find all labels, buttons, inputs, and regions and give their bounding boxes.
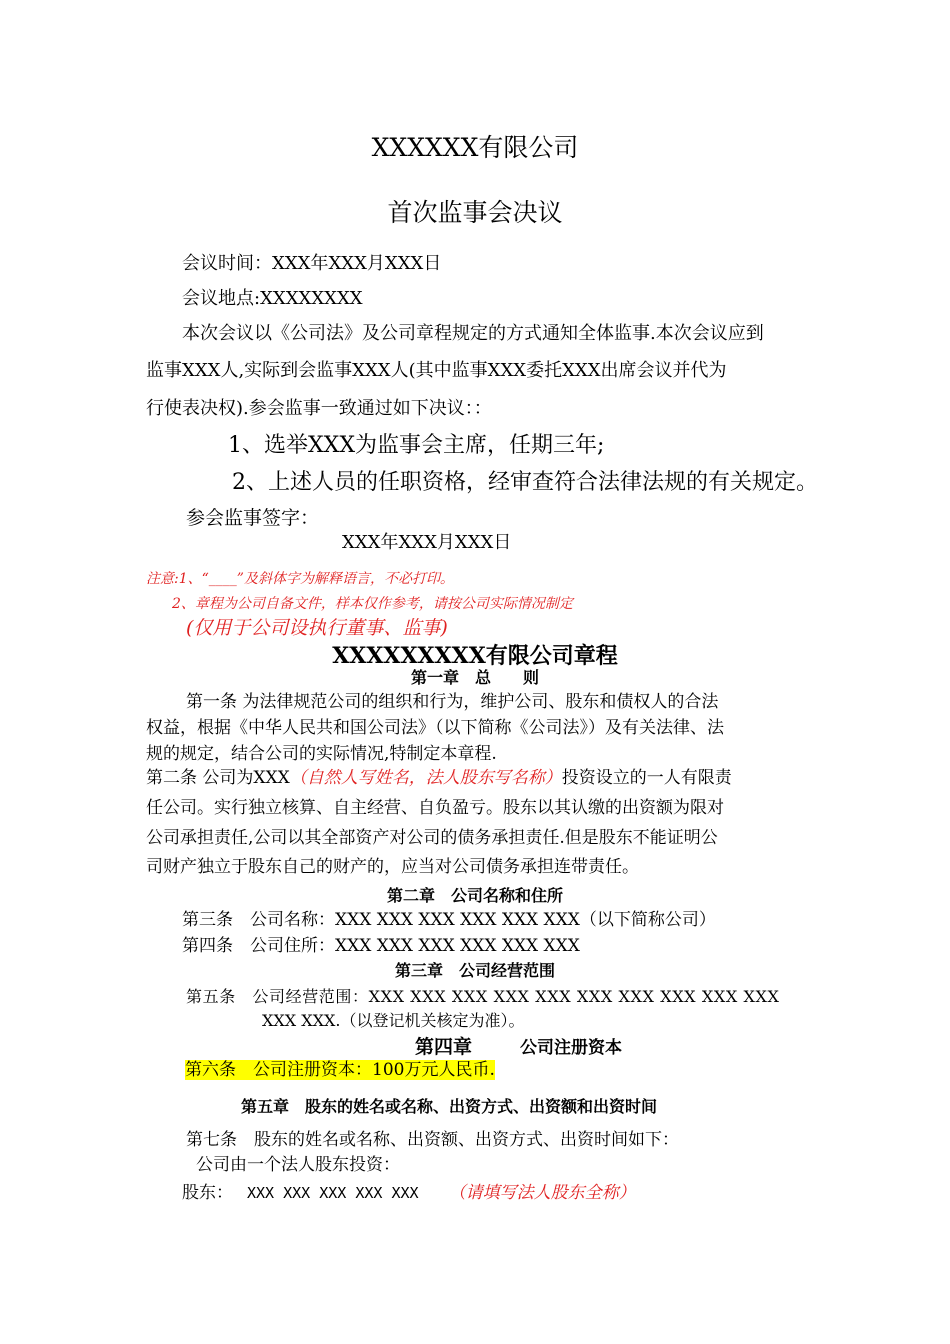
chapter-4-label: 第四章 <box>415 1036 473 1058</box>
resolution-item-2: 2、上述人员的任职资格，经审查符合法律法规的有关规定。 <box>232 470 818 495</box>
resolution-title: 首次监事会决议 <box>387 198 563 227</box>
resolution-item-1: 1、选举XXX为监事会主席，任期三年; <box>228 433 605 458</box>
article-1-line: 第一条 为法律规范公司的组织和行为，维护公司、股东和债权人的合法 <box>186 692 719 712</box>
chapter-5-title: 第五章 股东的姓名或名称、出资方式、出资额和出资时间 <box>241 1097 658 1116</box>
resolution-date: XXX年XXX月XXX日 <box>342 532 512 553</box>
chapter-3-title: 第三章 公司经营范围 <box>394 961 555 980</box>
article-4: 第四条 公司住所：XXX XXX XXX XXX XXX XXX <box>182 936 580 956</box>
note-2: 2、章程为公司自备文件，样本仅作参考，请按公司实际情况制定 <box>172 596 573 612</box>
article-2-line: 公司承担责任,公司以其全部资产对公司的债务承担责任.但是股东不能证明公 <box>146 828 718 848</box>
signature-label: 参会监事签字： <box>186 507 320 529</box>
article-5-line-2: XXX XXX.（以登记机关核定为准）。 <box>262 1011 525 1030</box>
meeting-place: 会议地点:XXXXXXXX <box>182 288 363 309</box>
charter-title: XXXXXXXXX有限公司章程 <box>332 643 618 669</box>
company-title: XXXXXX有限公司 <box>371 133 579 162</box>
shareholder-line <box>182 1183 636 1203</box>
scope-note: (仅用于公司设执行董事、监事) <box>186 617 448 639</box>
resolution-body-line: 行使表决权).参会监事一致通过如下决议：： <box>146 398 492 419</box>
article-2-note: （自然人写姓名，法人股东写名称） <box>289 768 562 788</box>
shareholder-note: （请填写法人股东全称） <box>448 1183 636 1203</box>
article-2-prefix: 第二条 公司为XXX <box>146 768 290 788</box>
resolution-body-line: 监事XXX人,实际到会监事XXX人(其中监事XXX委托XXX出席会议并代为 <box>146 360 727 381</box>
note-1: 注意:1、“____”及斜体字为解释语言，不必打印。 <box>146 571 454 587</box>
article-2-suffix: 投资设立的一人有限责 <box>561 768 732 788</box>
article-2-first-line <box>146 768 732 788</box>
article-3: 第三条 公司名称：XXX XXX XXX XXX XXX XXX（以下简称公司） <box>182 910 716 930</box>
meeting-time: 会议时间：XXX年XXX月XXX日 <box>182 253 442 274</box>
chapter-2-title: 第二章 公司名称和住所 <box>386 886 563 905</box>
article-7: 第七条 股东的姓名或名称、出资额、出资方式、出资时间如下： <box>186 1130 679 1150</box>
article-6-highlight: 第六条 公司注册资本：100万元人民币. <box>185 1060 495 1080</box>
article-5-line-1: 第五条 公司经营范围：XXX XXX XXX XXX XXX XXX XXX XXX XXX XXX <box>186 987 780 1006</box>
article-1-line: 权益，根据《中华人民共和国公司法》（以下简称《公司法》）及有关法律、法 <box>146 718 724 738</box>
article-6 <box>185 1060 495 1080</box>
resolution-body-line: 本次会议以《公司法》及公司章程规定的方式通知全体监事.本次会议应到 <box>182 323 764 344</box>
chapter-4-title: 公司注册资本 <box>520 1038 622 1058</box>
article-2-line: 任公司。实行独立核算、自主经营、自负盈亏。股东以其认缴的出资额为限对 <box>146 798 724 818</box>
article-1-line: 规的规定，结合公司的实际情况,特制定本章程. <box>146 744 497 764</box>
chapter-1-title: 第一章 总 则 <box>410 668 539 687</box>
article-2-line: 司财产独立于股东自己的财产的，应当对公司债务承担连带责任。 <box>146 857 639 877</box>
shareholder-label: 股东： <box>182 1183 233 1203</box>
shareholder-value: XXX XXX XXX XXX XXX <box>247 1184 419 1202</box>
article-7-sub: 公司由一个法人股东投资： <box>196 1155 400 1175</box>
